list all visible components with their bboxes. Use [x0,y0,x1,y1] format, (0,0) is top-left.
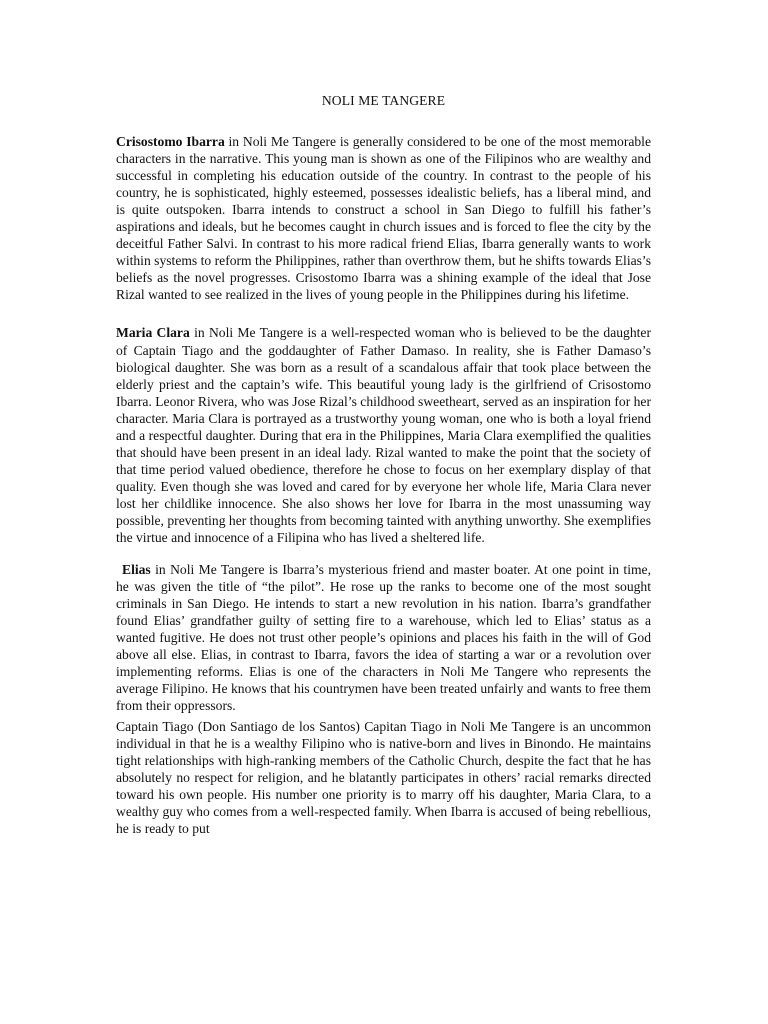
paragraph-elias-text: in Noli Me Tangere is Ibarra’s mysterious friend and master boater. At one point in time, he was given the title of “the pilot”. He rose up the ranks to become one of the most sought criminals in San Diego. He intends to start a new revolution in his nation. Ibarra’s grandfather found Elias’ grandfather guilty of setting fire to a warehouse, which led to Elias’ status as a wanted fugitive. He does not trust other people’s opinions and places his faith in the will of God above all else. Elias, in contrast to Ibarra, favors the idea of starting a war or a revolution over implementing reforms. Elias is one of the characters in Noli Me Tangere who represents the average Filipino. He knows that his countrymen have been treated unfairly and wants to free them from their oppressors. [116,562,651,714]
paragraph-ibarra-text: in Noli Me Tangere is generally considered to be one of the most memorable characters in the narrative. This young man is shown as one of the Filipinos who are wealthy and successful in completing his education outside of the country. In contrast to the people of his country, he is sophisticated, highly esteemed, possesses idealistic beliefs, has a liberal mind, and is quite outspoken. Ibarra intends to construct a school in San Diego to fulfill his father’s aspirations and ideals, but he becomes caught in church issues and is forced to flee the city by the deceitful Father Salvi. In contrast to his more radical friend Elias, Ibarra generally wants to work within systems to reform the Philippines, rather than overthrow them, but he shifts towards Elias’s beliefs as the novel progresses. Crisostomo Ibarra was a shining example of the ideal that Jose Rizal wanted to see realized in the lives of young people in the Philippines during his lifetime. [116,134,651,303]
character-name-ibarra: Crisostomo Ibarra [116,134,225,149]
paragraph-elias [116,561,651,714]
document-page [116,92,651,837]
character-name-elias: Elias [122,562,151,578]
paragraph-maria-clara-text: in Noli Me Tangere is a well-respected woman who is believed to be the daughter of Captain Tiago and the goddaughter of Father Damaso. In reality, she is Father Damaso’s biological daughter. She was born as a result of a scandalous affair that took place between the elderly priest and the captain’s wife. This beautiful young lady is the girlfriend of Crisostomo Ibarra. Leonor Rivera, who was Jose Rizal’s childhood sweetheart, served as an inspiration for her character. Maria Clara is portrayed as a trustworthy young woman, one who is both a loyal friend and a respectful daughter. During that era in the Philippines, Maria Clara exemplified the qualities that should have been present in an ideal lady. Rizal wanted to make the point that the society of that time period valued obedience, therefore he chose to focus on her exemplary display of that quality. Even though she was loved and cared for by everyone her whole life, Maria Clara never lost her childlike innocence. She also shows her love for Ibarra in the most unassuming way possible, preventing her thoughts from becoming tainted with anything unworthy. She exemplifies the virtue and innocence of a Filipina who has lived a sheltered life. [116,325,651,546]
paragraph-captain-tiago: Captain Tiago (Don Santiago de los Santos) Capitan Tiago in Noli Me Tangere is an uncommon individual in that he is a wealthy Filipino who is native-born and lives in Binondo. He maintains tight relationships with high-ranking members of the Catholic Church, despite the fact that he has absolutely no respect for religion, and he blatantly participates in others’ racial remarks directed toward his own people. His number one priority is to marry off his daughter, Maria Clara, to a wealthy guy who comes from a well-respected family. When Ibarra is accused of being rebellious, he is ready to put [116,718,651,836]
paragraph-ibarra [116,133,651,303]
character-name-maria-clara: Maria Clara [116,325,190,341]
paragraph-maria-clara [116,324,651,546]
document-title: NOLI ME TANGERE [321,93,446,108]
